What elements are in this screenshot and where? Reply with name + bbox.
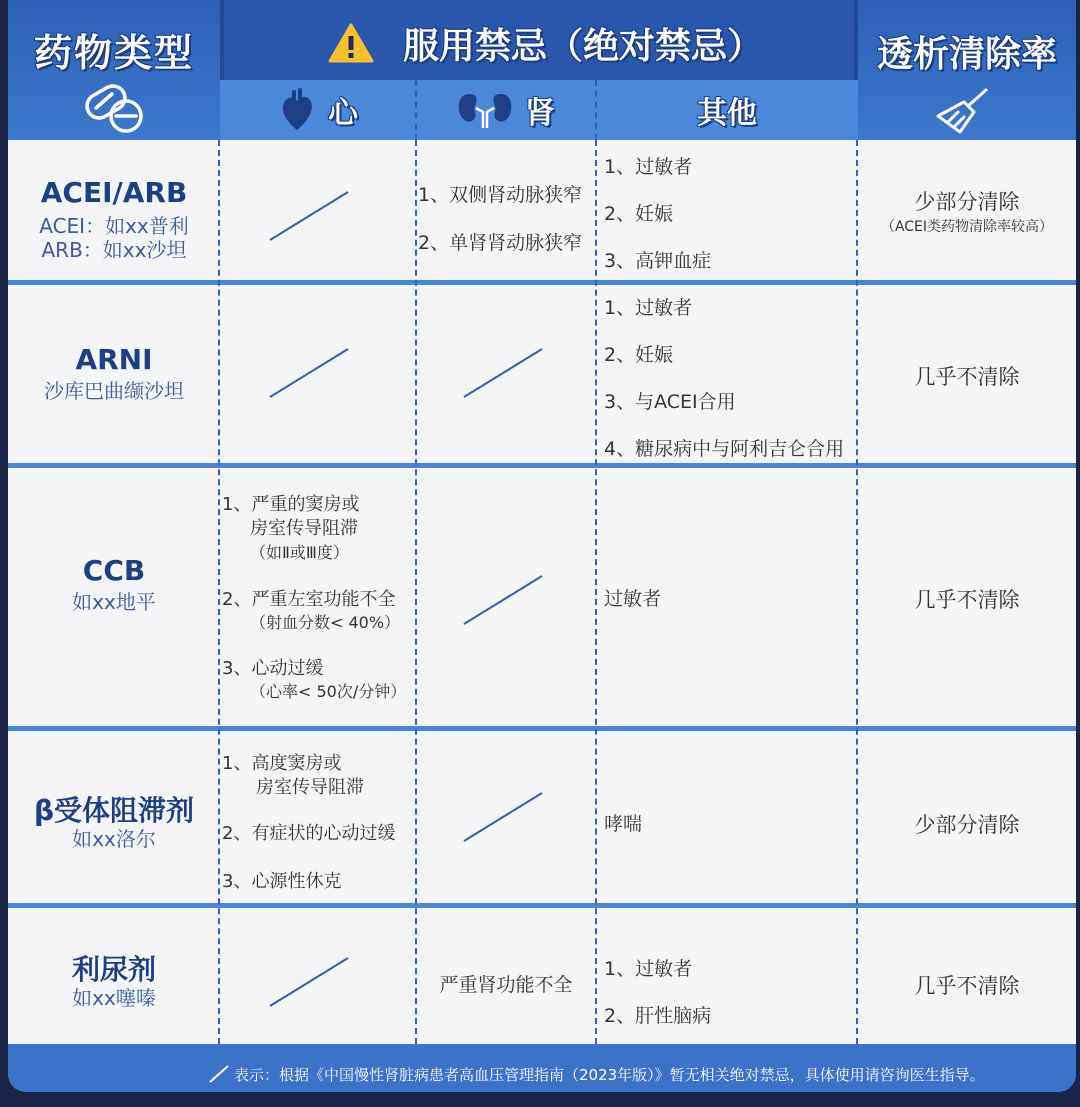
heart-item: 2、有症状的心动过缓 <box>222 823 396 844</box>
heart-item-note: （心率< 50次/分钟） <box>250 682 407 701</box>
header-contraindication-title: 服用禁忌（绝对禁忌） <box>402 26 763 67</box>
dialysis-rate: 少部分清除 <box>914 813 1020 837</box>
sub-header-kidney <box>416 80 596 140</box>
table-row <box>8 908 1076 1044</box>
other-item: 1、过敏者 <box>604 958 693 980</box>
other-item: 1、过敏者 <box>604 156 693 178</box>
sub-header-kidney-label: 肾 <box>525 96 555 131</box>
dialysis-rate: 少部分清除 <box>914 190 1020 214</box>
other-item: 2、妊娠 <box>604 203 674 225</box>
table-frame <box>8 0 1076 1092</box>
no-contraindication-mark <box>268 954 352 1010</box>
other-item: 哮喘 <box>604 813 643 835</box>
drug-example: 如xx噻嗪 <box>72 986 156 1010</box>
heart-icon <box>278 88 316 132</box>
kidney-icon <box>457 90 513 130</box>
broom-icon <box>934 86 992 136</box>
heart-item: 1、高度窦房或 <box>222 753 342 774</box>
no-contraindication-mark <box>268 345 352 401</box>
footer-note: 表示：根据《中国慢性肾脏病患者高血压管理指南（2023年版）》暂无相关绝对禁忌，具体使用请咨询医生指导。 <box>234 1066 985 1084</box>
kidney-item: 严重肾功能不全 <box>439 974 573 996</box>
sub-header-heart-label: 心 <box>328 96 358 131</box>
drug-name: β受体阻滞剂 <box>33 794 195 827</box>
table-row <box>8 731 1076 903</box>
header-contraindication <box>220 0 858 80</box>
header-dialysis-title: 透析清除率 <box>876 34 1057 75</box>
table-row <box>8 468 1076 726</box>
no-contraindication-mark <box>462 789 546 845</box>
sub-header-divider <box>415 80 417 140</box>
heart-item: 3、心动过缓 <box>222 658 324 679</box>
heart-item-note: （如Ⅱ或Ⅲ度） <box>250 543 349 562</box>
heart-item: 房室传导阻滞 <box>250 518 358 539</box>
footer <box>8 1054 1076 1092</box>
kidney-item: 1、双侧肾动脉狭窄 <box>418 184 583 206</box>
drug-name: CCB <box>82 554 146 587</box>
heart-item: 1、严重的窦房或 <box>222 494 360 515</box>
heart-item-note: （射血分数< 40%） <box>250 613 401 632</box>
header-dialysis <box>858 0 1076 140</box>
drug-example: 如xx洛尔 <box>72 827 156 851</box>
pill-icon <box>80 80 146 136</box>
dialysis-rate: 几乎不清除 <box>914 588 1020 612</box>
other-item: 2、肝性脑病 <box>604 1005 712 1027</box>
other-item: 1、过敏者 <box>604 297 693 319</box>
header-drug-type-title: 药物类型 <box>33 31 194 75</box>
no-contraindication-mark <box>462 345 546 401</box>
dialysis-note: （ACEI类药物清除率较高） <box>880 219 1054 235</box>
column-divider <box>856 140 858 1044</box>
drug-name: ACEI/ARB <box>40 176 188 209</box>
other-item: 4、糖尿病中与阿利吉仑合用 <box>604 438 845 460</box>
drug-name: 利尿剂 <box>71 953 156 986</box>
other-item: 过敏者 <box>604 588 662 610</box>
sub-header-heart <box>220 80 416 140</box>
column-divider <box>595 140 597 1044</box>
dialysis-rate: 几乎不清除 <box>914 974 1020 998</box>
column-divider <box>218 140 220 1044</box>
drug-example: 沙库巴曲缬沙坦 <box>44 379 184 403</box>
no-contraindication-mark <box>268 188 352 244</box>
other-item: 2、妊娠 <box>604 344 674 366</box>
table-row <box>8 140 1076 280</box>
no-contraindication-mark <box>462 572 546 628</box>
table-row <box>8 285 1076 463</box>
drug-example: ACEI：如xx普利 <box>39 214 189 238</box>
sub-header-other-label: 其他 <box>697 96 757 131</box>
dialysis-rate: 几乎不清除 <box>914 365 1020 389</box>
header-drug-type <box>8 0 220 140</box>
drug-name: ARNI <box>75 343 153 376</box>
heart-item: 房室传导阻滞 <box>256 777 364 798</box>
drug-example: ARB：如xx沙坦 <box>41 238 187 262</box>
legend-slash-icon <box>208 1064 230 1084</box>
heart-item: 2、严重左室功能不全 <box>222 589 396 610</box>
column-divider <box>415 140 417 1044</box>
heart-item: 3、心源性休克 <box>222 871 342 892</box>
other-item: 3、高钾血症 <box>604 250 712 272</box>
sub-header-divider <box>595 80 597 140</box>
other-item: 3、与ACEI合用 <box>604 391 736 413</box>
sub-header-other <box>596 80 858 140</box>
kidney-item: 2、单肾肾动脉狭窄 <box>418 232 583 254</box>
drug-example: 如xx地平 <box>72 590 156 614</box>
